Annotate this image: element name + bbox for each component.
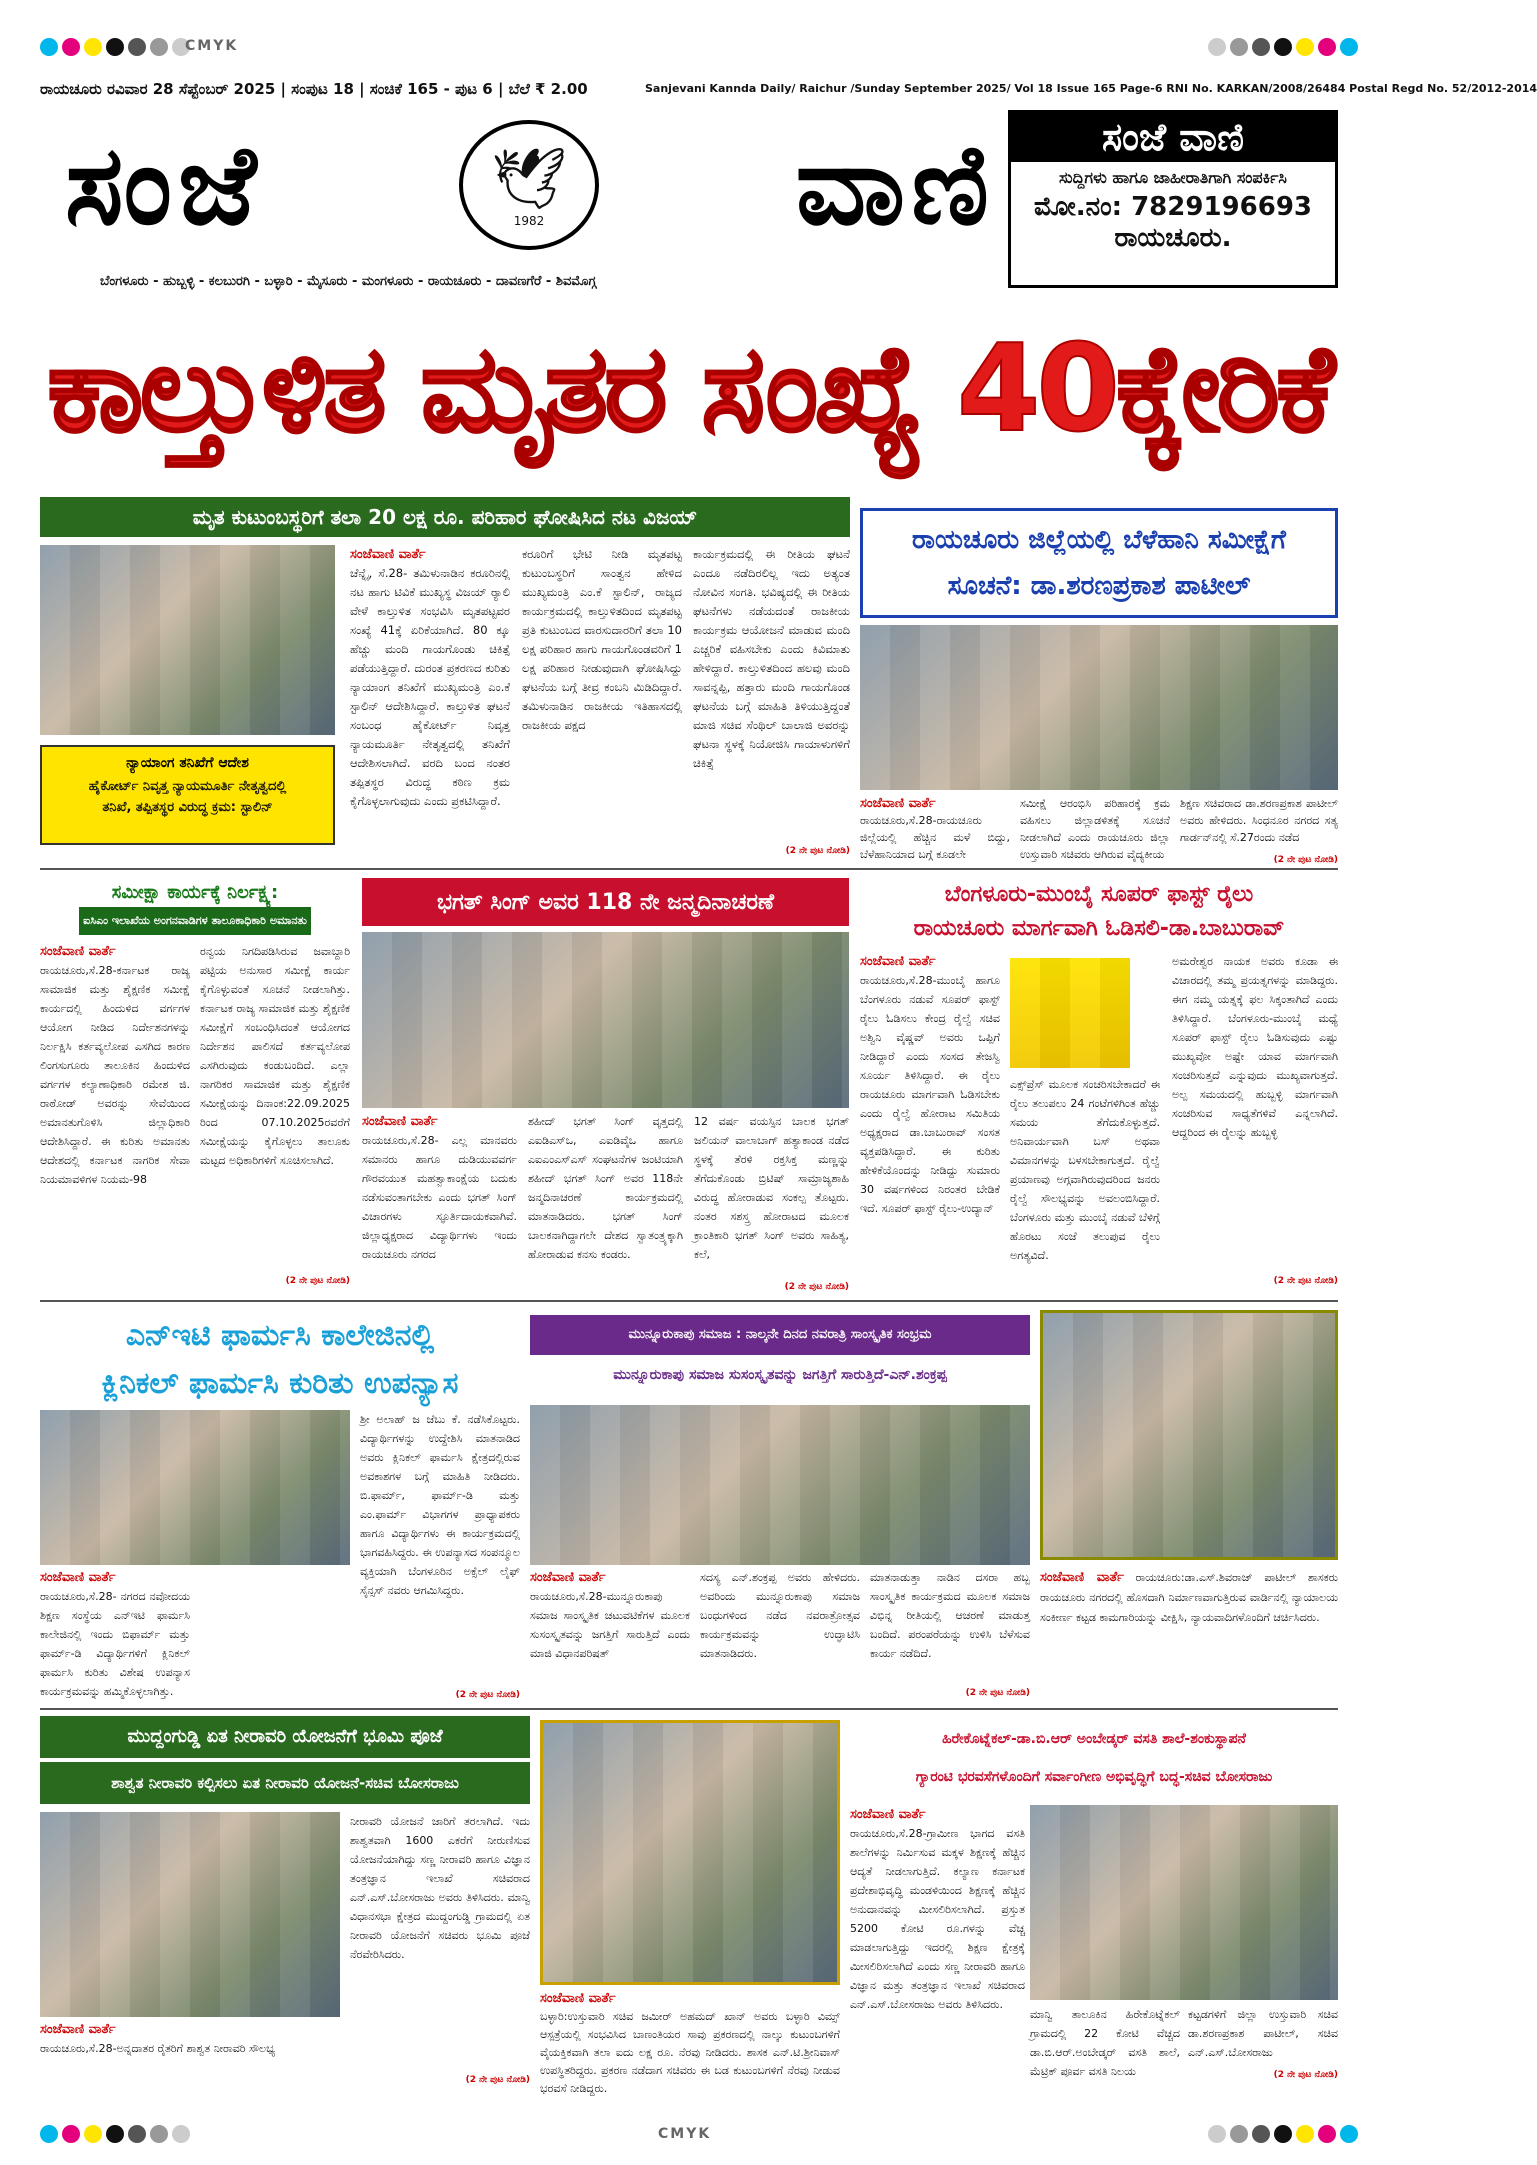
- hostel-continued: (2 ನೇ ಪುಟ ನೋಡಿ): [1273, 2070, 1338, 2080]
- mudgal-title: [40, 1715, 530, 1805]
- lead-inset-box: [40, 745, 335, 845]
- bhagat-col1-text: ರಾಯಚೂರು,ಸೆ.28- ಎಲ್ಲ ಮಾನವರು ಸಮಾನರು ಹಾಗೂ ದುಡಿಯುವವರ್ಗ ಗೌರವಯುತ ಮಹತ್ವಾಕಾಂಕ್ಷೆಯ ಬದುಕು ನಡೆಸುವಂತಾಗಬೇಕು ಎಂದು ಭಗತ್ ಸಿಂಗ್ ವಿಚಾರಗಳು ಸ್ಫೂರ್ತಿದಾಯಕವಾಗಿವೆ. ಜಿಲ್ಲಾಧ್ಯಕ್ಷರಾದ ವಿದ್ಯಾರ್ಥಿಗಳು ಇಂದು ರಾಯಚೂರು ನಗರದ: [362, 1134, 517, 1261]
- nit-continued: (2 ನೇ ಪುಟ ನೋಡಿ): [455, 1690, 520, 1700]
- survey-byline: ಸಂಜೆವಾಣಿ ವಾರ್ತೆ: [40, 944, 116, 959]
- lead-col3-text: ಕಾರ್ಯಕ್ರಮದಲ್ಲಿ ಈ ರೀತಿಯ ಘಟನೆ ಎಂದೂ ನಡೆದಿರಲಿಲ್ಲ ಇದು ಅತ್ಯಂತ ನೋವಿನ ಸಂಗತಿ. ಭವಿಷ್ಯದಲ್ಲಿ ಈ ರೀತಿಯ ಘಟನೆಗಳು ನಡೆಯದಂತೆ ರಾಜಕೀಯ ಕಾರ್ಯಕ್ರಮ ಆಯೋಜನೆ ಮಾಡುವ ಮಂದಿ ಎಚ್ಚರಿಕೆ ವಹಿಸಬೇಕು ಎಂದು ಕಿವಿಮಾತು ಹೇಳಿದ್ದಾರೆ. ಕಾಲ್ತುಳಿತದಿಂದ ಹಲವು ಮಂದಿ ಸಾವನ್ನಪ್ಪಿ, ಹತ್ತಾರು ಮಂದಿ ಗಾಯಗೊಂಡ ಘಟನೆಯ ಬಗ್ಗೆ ಮಾಹಿತಿ ತಿಳಿಯುತ್ತಿದ್ದಂತೆ ಮಾಜಿ ಸಚಿವ ಸೆಂಥಿಲ್ ಬಾಲಾಜಿ ಅವರನ್ನು ಘಟನಾ ಸ್ಥಳಕ್ಕೆ ನಿಯೋಜಿಸಿ ಗಾಯಾಳುಗಳಿಗೆ ಚಿಕಿತ್ಸೆ: [693, 547, 850, 770]
- survey-col1-text: ರಾಯಚೂರು,ಸೆ.28-ಕರ್ನಾಟಕ ರಾಜ್ಯ ಸಾಮಾಜಿಕ ಮತ್ತು ಶೈಕ್ಷಣಿಕ ಸಮೀಕ್ಷೆ ಕಾರ್ಯದಲ್ಲಿ ಹಿಂದುಳಿದ ವರ್ಗಗಳ ಆಯೋಗ ನೀಡಿದ ನಿರ್ದೇಶನಗಳನ್ನು ನಿರ್ಲಕ್ಷಿಸಿ ಕರ್ತವ್ಯಲೋಪ ಎಸಗಿದ ಕಾರಣ ಲಿಂಗಸುಗೂರು ತಾಲೂಕಿನ ಹಿಂದುಳಿದ ವರ್ಗಗಳ ಕಲ್ಯಾಣಾಧಿಕಾರಿ ರಮೇಶ ಜಿ. ರಾಠೋಡ್ ಅವರನ್ನು ಸೇವೆಯಿಂದ ಅಮಾನತುಗೊಳಿಸಿ ಜಿಲ್ಲಾಧಿಕಾರಿ ಆದೇಶಿಸಿದ್ದಾರೆ. ಈ ಕುರಿತು ಅಮಾನತು ಆದೇಶದಲ್ಲಿ ಕರ್ನಾಟಕ ನಾಗರಿಕ ಸೇವಾ ನಿಯಮಾವಳಿಗಳ ನಿಯಮ-98: [40, 964, 190, 1186]
- lead-continued: (2 ನೇ ಪುಟ ನೋಡಿ): [785, 846, 850, 856]
- inset-line1: ಹೈಕೋರ್ಟ್ ನಿವೃತ್ತ ನ್ಯಾಯಮೂರ್ತಿ ನೇತೃತ್ವದಲ್ಲಿ: [88, 779, 287, 794]
- hostel-photo: [1030, 1805, 1338, 2000]
- raichur-title: [860, 508, 1338, 618]
- raichur-col2: [1020, 795, 1170, 865]
- cmyk-label-bottom: CMYK: [658, 2126, 712, 2142]
- hostel-byline: ಸಂಜೆವಾಣಿ ವಾರ್ತೆ: [850, 1807, 926, 1822]
- bhagat-col3: [694, 1112, 849, 1282]
- ad-title: ಸಂಜೆ ವಾಣಿ: [1011, 113, 1335, 162]
- train-col2-text: ಎಕ್ಸ್‌ಪ್ರೆಸ್ ಮೂಲಕ ಸಂಚರಿಸಬೇಕಾದರೆ ಈ ರೈಲು ತಲುಪಲು 24 ಗಂಟೆಗಳಿಗಿಂತ ಹೆಚ್ಚು ಸಮಯ ತೆಗೆದುಕೊಳ್ಳುತ್ತದೆ. ಅನಿವಾರ್ಯವಾಗಿ ಬಸ್ ಅಥವಾ ವಿಮಾನಗಳನ್ನು ಬಳಸಬೇಕಾಗುತ್ತದೆ. ರೈಲ್ವೆ ಪ್ರಯಾಣವು ಅಗ್ಗವಾಗಿರುವುದರಿಂದ ಜನರು ರೈಲ್ವೆ ಸೌಲಭ್ಯವನ್ನು ಅವಲಂಬಿಸಿದ್ದಾರೆ. ಬೆಂಗಳೂರು ಮತ್ತು ಮುಂಬೈ ನಡುವೆ ಬೆಳಿಗ್ಗೆ ಹೊರಟು ಸಂಜೆ ತಲುಪುವ ರೈಲು ಅಗತ್ಯವಿದೆ.: [1010, 1078, 1160, 1262]
- mudgal-col2: [350, 1812, 530, 2072]
- ad-phone: ಮೋ.ನಂ: 7829196693: [1033, 192, 1313, 222]
- bhagat-col2: [528, 1112, 683, 1292]
- inset-title: ನ್ಯಾಯಾಂಗ ತನಿಖೆಗೆ ಆದೇಶ: [126, 755, 249, 771]
- hostel-col3: [1188, 2005, 1338, 2067]
- ad-line: ಸುದ್ದಿಗಳು ಹಾಗೂ ಜಾಹೀರಾತಿಗಾಗಿ ಸಂಪರ್ಕಿಸಿ: [1059, 168, 1287, 187]
- lead-subhead: ಮೃತ ಕುಟುಂಬಸ್ಥರಿಗೆ ತಲಾ 20 ಲಕ್ಷ ರೂ. ಪರಿಹಾರ ಘೋಷಿಸಿದ ನಟ ವಿಜಯ್: [40, 497, 850, 537]
- bhagat-col2-text: ಶಹೀದ್ ಭಗತ್ ಸಿಂಗ್ ವೃತ್ತದಲ್ಲಿ ಎಐಡಿಎಸ್‌ಒ, ಎಐಡಿವೈಒ ಹಾಗೂ ಎಐಎಂಎಸ್‌ಎಸ್ ಸಂಘಟನೆಗಳ ಜಂಟಿಯಾಗಿ ಶಹೀದ್ ಭಗತ್ ಸಿಂಗ್ ಅವರ 118ನೇ ಜನ್ಮದಿನಾಚರಣೆ ಕಾರ್ಯಕ್ರಮದಲ್ಲಿ ಮಾತನಾಡಿದರು. ಭಗತ್ ಸಿಂಗ್ ಬಾಲಕನಾಗಿದ್ದಾಗಲೇ ದೇಶದ ಸ್ವಾತಂತ್ರ್ಯಕ್ಕಾಗಿ ಹೋರಾಡುವ ಕನಸು ಕಂಡರು.: [528, 1115, 683, 1261]
- inset-line2: ತನಿಖೆ, ತಪ್ಪಿತಸ್ಥರ ವಿರುದ್ಧ ಕ್ರಮ: ಸ್ಟಾಲಿನ್: [102, 800, 273, 815]
- mudgal-title-line1: ಮುದ್ದಂಗುಡ್ಡಿ ಏತ ನೀರಾವರಿ ಯೋಜನೆಗೆ ಭೂಮಿ ಪೂಜೆ: [40, 1716, 530, 1758]
- lead-col2-text: ಕರೂರಿಗೆ ಭೇಟಿ ನೀಡಿ ಮೃತಪಟ್ಟ ಕುಟುಂಬಸ್ಥರಿಗೆ ಸಾಂತ್ವನ ಹೇಳಿದ ಮುಖ್ಯಮಂತ್ರಿ ಎಂ.ಕೆ ಸ್ಟಾಲಿನ್, ರಾಜ್ಯದ ಕಾರ್ಯಕ್ರಮದಲ್ಲಿ ಕಾಲ್ತುಳಿತದಿಂದ ಮೃತಪಟ್ಟ ಪ್ರತಿ ಕುಟುಂಬದ ವಾರಸುದಾರರಿಗೆ ತಲಾ 10 ಲಕ್ಷ ಪರಿಹಾರ ಹಾಗು ಗಾಯಗೊಂಡವರಿಗೆ 1 ಲಕ್ಷ ಪರಿಹಾರ ನೀಡುವುದಾಗಿ ಘೋಷಿಸಿದ್ದು ಘಟನೆಯ ಬಗ್ಗೆ ತೀವ್ರ ಕಂಬನಿ ಮಿಡಿದಿದ್ದಾರೆ. ತಮಿಳುನಾಡಿನ ರಾಜಕೀಯ ಇತಿಹಾಸದಲ್ಲಿ ರಾಜಕೀಯ ಪಕ್ಷದ: [522, 547, 682, 732]
- munnur-byline: ಸಂಜೆವಾಣಿ ವಾರ್ತೆ: [530, 1570, 606, 1585]
- survey-subtitle: ಐಸಿಎಂ ಇಲಾಖೆಯ ಅಂಗನವಾಡಿಗಳ ತಾಲೂಕಾಧಿಕಾರಿ ಅಮಾನತು: [79, 907, 311, 935]
- raichur-col2-text: ಸಮೀಕ್ಷೆ ಆರಂಭಿಸಿ ಪರಿಹಾರಕ್ಕೆ ಕ್ರಮ ವಹಿಸಲು ಜಿಲ್ಲಾಡಳಿತಕ್ಕೆ ಸೂಚನೆ ನೀಡಲಾಗಿದೆ ಎಂದು ರಾಯಚೂರು ಜಿಲ್ಲಾ ಉಸ್ತುವಾರಿ ಸಚಿವರು ಆಗಿರುವ ವೈದ್ಯಕೀಯ: [1020, 797, 1170, 861]
- raichur-col1-text: ರಾಯಚೂರು,ಸೆ.28-ರಾಯಚೂರು ಜಿಲ್ಲೆಯಲ್ಲಿ ಹೆಚ್ಚಿನ ಮಳೆ ಬಿದ್ದು, ಬೆಳೆಹಾನಿಯಾದ ಬಗ್ಗೆ ಕೂಡಲೇ: [860, 814, 1010, 861]
- bhagat-byline: ಸಂಜೆವಾಣಿ ವಾರ್ತೆ: [362, 1114, 438, 1129]
- train-col3: [1172, 952, 1338, 1272]
- cmyk-label-top: CMYK: [185, 38, 239, 54]
- nit-col2: [360, 1410, 520, 1690]
- munnur-title: [530, 1310, 1030, 1400]
- registration-marks-top-left: [40, 38, 190, 56]
- mudgal-photo: [40, 1812, 340, 2017]
- train-byline: ಸಂಜೆವಾಣಿ ವಾರ್ತೆ: [860, 954, 936, 969]
- logo-year: 1982: [513, 213, 545, 228]
- masthead: [65, 110, 995, 260]
- munnur-col3-text: ಮಾತನಾಡುತ್ತಾ ನಾಡಿನ ದಸರಾ ಹಬ್ಬ ಸಾಂಸ್ಕೃತಿಕ ಕಾರ್ಯಕ್ರಮದ ಮೂಲಕ ಸಮಾಜ ವಿಭಿನ್ನ ರೀತಿಯಲ್ಲಿ ಆಚರಣೆ ಮಾಡುತ್ತ ಬಂದಿದೆ. ಪರಂಪರೆಯನ್ನು ಉಳಿಸಿ ಬೆಳೆಸುವ ಕಾರ್ಯ ನಡೆದಿದೆ.: [870, 1571, 1030, 1660]
- train-title-line1: ಬೆಂಗಳೂರು-ಮುಂಬೈ ಸೂಪರ್ ಫಾಸ್ಟ್ ರೈಲು: [944, 882, 1254, 907]
- registration-marks-bottom-left: [40, 2125, 190, 2143]
- train-col1-text: ರಾಯಚೂರು,ಸೆ.28-ಮುಂಬೈ ಹಾಗೂ ಬೆಂಗಳೂರು ನಡುವೆ ಸೂಪರ್ ಫಾಸ್ಟ್ ರೈಲು ಓಡಿಸಲು ಕೇಂದ್ರ ರೈಲ್ವೆ ಸಚಿವ ಅಶ್ವಿನಿ ವೈಷ್ಣವ್ ಅವರು ಒಪ್ಪಿಗೆ ನೀಡಿದ್ದಾರೆ ಎಂದು ಸಂಸದ ತೇಜಸ್ವಿ ಸೂರ್ಯ ತಿಳಿಸಿದ್ದಾರೆ. ಈ ರೈಲು ರಾಯಚೂರು ಮಾರ್ಗವಾಗಿ ಓಡಿಸಬೇಕು ಎಂದು ರೈಲ್ವೆ ಹೋರಾಟ ಸಮಿತಿಯ ಅಧ್ಯಕ್ಷರಾದ ಡಾ.ಬಾಬುರಾವ್ ಸಂಸತ ವ್ಯಕ್ತಪಡಿಸಿದ್ದಾರೆ. ಈ ಕುರಿತು ಹೇಳಿಕೆಯೊಂದನ್ನು ನೀಡಿದ್ದು ಸುಮಾರು 30 ವರ್ಷಗಳಿಂದ ನಿರಂತರ ಬೇಡಿಕೆ ಇದೆ. ಸೂಪರ್ ಫಾಸ್ಟ್ ರೈಲು-ಉದ್ಯಾನ್: [860, 974, 1000, 1215]
- lead-col2: [522, 545, 682, 855]
- rule-row1: [40, 868, 1338, 870]
- imprint-line: Sanjevani Kannda Daily/ Raichur /Sunday September 2025/ Vol 18 Issue 165 Page-6 RNI No. KARKAN/2008/26484 Postal Regd No. 52/2012-2014: [645, 82, 1537, 95]
- nit-byline: ಸಂಜೆವಾಣಿ ವಾರ್ತೆ: [40, 1570, 116, 1585]
- registration-marks-top-right: [1208, 38, 1358, 56]
- zameer-byline: ಸಂಜೆವಾಣಿ ವಾರ್ತೆ: [540, 1991, 616, 2006]
- hostel-col1: [850, 1805, 1025, 2011]
- hostel-col1-text: ರಾಯಚೂರು,ಸೆ.28-ಗ್ರಾಮೀಣ ಭಾಗದ ವಸತಿ ಶಾಲೆಗಳನ್ನು ನಿರ್ಮಿಸುವ ಮಕ್ಕಳ ಶಿಕ್ಷಣಕ್ಕೆ ಹೆಚ್ಚಿನ ಆದ್ಯತೆ ನೀಡಲಾಗುತ್ತಿದೆ. ಕಲ್ಯಾಣ ಕರ್ನಾಟಕ ಪ್ರದೇಶಾಭಿವೃದ್ಧಿ ಮಂಡಳಿಯಿಂದ ಶಿಕ್ಷಣಕ್ಕೆ ಹೆಚ್ಚಿನ ಅನುದಾನವನ್ನು ಮೀಸಲಿರಿಸಲಾಗಿದೆ. ಪ್ರಸ್ತುತ 5200 ಕೋಟಿ ರೂ.ಗಳನ್ನು ವೆಚ್ಚ ಮಾಡಲಾಗುತ್ತಿದ್ದು ಇದರಲ್ಲಿ ಶಿಕ್ಷಣ ಕ್ಷೇತ್ರಕ್ಕೆ ಮೀಸಲಿರಿಸಲಾಗಿದೆ ಎಂದು ಸಣ್ಣ ನೀರಾವರಿ ಹಾಗೂ ವಿಜ್ಞಾನ ಮತ್ತು ತಂತ್ರಜ್ಞಾನ ಇಲಾಖೆ ಸಚಿವರಾದ ಎನ್.ಎಸ್.ಬೋಸರಾಜು ಅವರು ತಿಳಿಸಿದರು.: [850, 1827, 1025, 2011]
- munnur-continued: (2 ನೇ ಪುಟ ನೋಡಿ): [965, 1688, 1030, 1698]
- hostel-title-line1: ಹಿರೇಕೊಟ್ನೆಕಲ್-ಡಾ.ಬಿ.ಆರ್ ಅಂಬೇಡ್ಕರ್ ವಸತಿ ಶಾಲೆ-ಶಂಕುಸ್ಥಾಪನೆ: [942, 1730, 1246, 1747]
- masthead-right: ವಾಣಿ: [795, 120, 995, 249]
- train-col1: [860, 952, 1000, 1282]
- hostel-col2: [1030, 2005, 1180, 2085]
- dateline: ರಾಯಚೂರು ರವಿವಾರ 28 ಸೆಪ್ಟೆಂಬರ್ 2025 | ಸಂಪುಟ 18 | ಸಂಚಿಕೆ 165 - ಪುಟ 6 | ಬೆಲೆ ₹ 2.00: [40, 80, 588, 98]
- nit-col1-text: ರಾಯಚೂರು,ಸೆ.28- ನಗರದ ನವೋದಯ ಶಿಕ್ಷಣ ಸಂಸ್ಥೆಯ ಎನ್‌ಇಟಿ ಫಾರ್ಮಸಿ ಕಾಲೇಜಿನಲ್ಲಿ ಇಂದು ಬಿಫಾರ್ಮ್ ಮತ್ತು ಫಾರ್ಮ್-ಡಿ ವಿದ್ಯಾರ್ಥಿಗಳಿಗೆ ಕ್ಲಿನಿಕಲ್ ಫಾರ್ಮಸಿ ಕುರಿತು ವಿಶೇಷ ಉಪನ್ಯಾಸ ಕಾರ್ಯಕ್ರಮವನ್ನು ಹಮ್ಮಿಕೊಳ್ಳಲಾಗಿತ್ತು.: [40, 1590, 190, 1698]
- munnur-col1: [530, 1568, 690, 1698]
- rule-row2: [40, 1300, 1338, 1302]
- nit-title: [40, 1310, 520, 1410]
- survey-col2-text: ರನ್ವಯ ನಿಗದಿಪಡಿಸಿರುವ ಜವಾಬ್ದಾರಿ ಪಟ್ಟಿಯ ಅನುಸಾರ ಸಮೀಕ್ಷೆ ಕಾರ್ಯ ಕೈಗೊಳ್ಳುವಂತೆ ಸೂಚನೆ ನೀಡಲಾಗಿತ್ತು. ಕರ್ನಾಟಕ ರಾಜ್ಯ ಸಾಮಾಜಿಕ ಮತ್ತು ಶೈಕ್ಷಣಿಕ ಸಮೀಕ್ಷೆಗೆ ಸಂಬಂಧಿಸಿದಂತೆ ಆಯೋಗದ ನಿರ್ದೇಶನ ಪಾಲಿಸದೆ ಕರ್ತವ್ಯಲೋಪ ಎಸಗಿರುವುದು ಕಂಡುಬಂದಿದೆ. ಎಲ್ಲಾ ನಾಗರಿಕರ ಸಾಮಾಜಿಕ ಮತ್ತು ಶೈಕ್ಷಣಿಕ ಸಮೀಕ್ಷೆಯನ್ನು ದಿನಾಂಕ:22.09.2025 ರಿಂದ 07.10.2025ರವರೆಗೆ ಸಮೀಕ್ಷೆಯನ್ನು ಕೈಗೊಳ್ಳಲು ತಾಲೂಕು ಮಟ್ಟದ ಅಧಿಕಾರಿಗಳಿಗೆ ಸೂಚಿಸಲಾಗಿದೆ.: [200, 945, 350, 1167]
- lead-headline: ಕಾಲ್ತುಳಿತ ಮೃತರ ಸಂಖ್ಯೆ 40ಕ್ಕೇರಿಕೆ: [47, 320, 1331, 459]
- shivaraj-photo: [1040, 1310, 1338, 1560]
- survey-continued: (2 ನೇ ಪುಟ ನೋಡಿ): [285, 1276, 350, 1286]
- raichur-title-line2: ಸೂಚನೆ: ಡಾ.ಶರಣಪ್ರಕಾಶ ಪಾಟೀಲ್: [947, 571, 1251, 601]
- raichur-byline: ಸಂಜೆವಾಣಿ ವಾರ್ತೆ: [860, 796, 936, 811]
- nit-title-line1: ಎನ್‌ಇಟಿ ಫಾರ್ಮಸಿ ಕಾಲೇಜಿನಲ್ಲಿ: [125, 1318, 435, 1353]
- hostel-title: [850, 1715, 1338, 1800]
- munnur-title-line1: ಮುನ್ನೂರುಕಾಪು ಸಮಾಜ : ನಾಲ್ಕನೇ ದಿನದ ನವರಾತ್ರಿ ಸಾಂಸ್ಕೃತಿಕ ಸಂಭ್ರಮ: [530, 1315, 1030, 1355]
- munnur-title-line2: ಮುನ್ನೂರುಕಾಪು ಸಮಾಜ ಸುಸಂಸ್ಕೃತವನ್ನು ಜಗತ್ತಿಗೆ ಸಾರುತ್ತಿದೆ-ಎನ್.ಶಂಕ್ರಪ್ಪ: [613, 1367, 947, 1383]
- mudgal-title-line2: ಶಾಶ್ವತ ನೀರಾವರಿ ಕಲ್ಪಿಸಲು ಏತ ನೀರಾವರಿ ಯೋಜನೆ-ಸಚಿವ ಬೋಸರಾಜು: [40, 1762, 530, 1804]
- nit-col1: [40, 1568, 190, 1698]
- rule-row3: [40, 1708, 1338, 1710]
- bhagat-photo: [362, 932, 849, 1108]
- lead-col1: [350, 545, 510, 855]
- bhagat-col1: [362, 1112, 517, 1292]
- train-continued: (2 ನೇ ಪುಟ ನೋಡಿ): [1273, 1276, 1338, 1286]
- lead-byline: ಸಂಜೆವಾಣಿ ವಾರ್ತೆ: [350, 547, 426, 562]
- raichur-col3-text: ಶಿಕ್ಷಣ ಸಚಿವರಾದ ಡಾ.ಶರಣಪ್ರಕಾಶ ಪಾಟೀಲ್ ಅವರು ಹೇಳಿದರು. ಸಿಂಧನೂರ ನಗರದ ಸತ್ಯ ಗಾರ್ಡನ್‌ನಲ್ಲಿ ಸೆ.27ರಂದು ನಡೆದ: [1180, 797, 1338, 844]
- train-title: [860, 876, 1338, 948]
- raichur-continued: (2 ನೇ ಪುಟ ನೋಡಿ): [1273, 855, 1338, 865]
- train-col2: [1010, 1075, 1160, 1285]
- munnur-col2: [700, 1568, 860, 1698]
- survey-col1: [40, 942, 190, 1272]
- survey-col2: [200, 942, 350, 1272]
- masthead-left: ಸಂಜೆ: [65, 120, 263, 249]
- shivaraj-body: ರಾಯಚೂರು:ಡಾ.ಎಸ್.ಶಿವರಾಜ್ ಪಾಟೀಲ್ ಶಾಸಕರು ರಾಯಚೂರು ನಗರದಲ್ಲಿ ಹೊಸದಾಗಿ ನಿರ್ಮಾಣವಾಗುತ್ತಿರುವ ವಾರ್ಡಿನಲ್ಲಿ ನ್ಯಾಯಾಲಯ ಸಂಕೀರ್ಣ ಕಟ್ಟಡ ಕಾಮಗಾರಿಯನ್ನು ವೀಕ್ಷಿಸಿ, ನ್ಯಾಯವಾದಿಗಳೊಂದಿಗೆ ಚರ್ಚಿಸಿದರು.: [1040, 1571, 1339, 1624]
- lead-photo: [40, 545, 335, 735]
- raichur-photo: [860, 625, 1338, 790]
- shivaraj-byline: ಸಂಜೆವಾಣಿ ವಾರ್ತೆ: [1040, 1570, 1124, 1585]
- ad-city: ರಾಯಚೂರು.: [1114, 223, 1232, 253]
- lead-col1-text: ಚೆನ್ನೈ, ಸೆ.28- ತಮಿಳುನಾಡಿನ ಕರೂರಿನಲ್ಲಿ ನಟ ಹಾಗು ಟಿವಿಕೆ ಮುಖ್ಯಸ್ಥ ವಿಜಯ್ ರ್‍ಯಾಲಿ ವೇಳೆ ಕಾಲ್ತುಳಿತ ಸಂಭವಿಸಿ ಮೃತಪಟ್ಟವರ ಸಂಖ್ಯೆ 41ಕ್ಕೆ ಏರಿಕೆಯಾಗಿದೆ. 80 ಕ್ಕೂ ಹೆಚ್ಚು ಮಂದಿ ಗಾಯಗೊಂಡು ಚಿಕಿತ್ಸೆ ಪಡೆಯುತ್ತಿದ್ದಾರೆ. ದುರಂತ ಪ್ರಕರಣದ ಕುರಿತು ನ್ಯಾಯಾಂಗ ತನಿಖೆಗೆ ಮುಖ್ಯಮಂತ್ರಿ ಎಂ.ಕೆ ಸ್ಟಾಲಿನ್ ಆದೇಶಿಸಿದ್ದಾರೆ. ಕಾಲ್ತುಳಿತ ಘಟನೆ ಸಂಬಂಧ ಹೈಕೋರ್ಟ್ ನಿವೃತ್ತ ನ್ಯಾಯಮೂರ್ತಿ ನೇತೃತ್ವದಲ್ಲಿ ತನಿಖೆಗೆ ಆದೇಶಿಸಲಾಗಿದೆ. ವರದಿ ಬಂದ ನಂತರ ತಪ್ಪಿತಸ್ಥರ ವಿರುದ್ಧ ಕಠಿಣ ಕ್ರಮ ಕೈಗೊಳ್ಳಲಾಗುವುದು ಎಂದು ಪ್ರಕಟಿಸಿದ್ದಾರೆ.: [350, 566, 510, 808]
- raichur-title-line1: ರಾಯಚೂರು ಜಿಲ್ಲೆಯಲ್ಲಿ ಬೆಳೆಹಾನಿ ಸಮೀಕ್ಷೆಗೆ: [912, 525, 1286, 555]
- hostel-col2-text: ಮಾನ್ವಿ ತಾಲೂಕಿನ ಹಿರೇಕೊಟ್ನೆಕಲ್ ಗ್ರಾಮದಲ್ಲಿ 22 ಕೋಟಿ ವೆಚ್ಚದ ಡಾ.ಬಿ.ಆರ್.ಅಂಬೇಡ್ಕರ್ ವಸತಿ ಶಾಲೆ, ಮೆಟ್ರಿಕ್ ಪೂರ್ವ ವಸತಿ ನಿಲಯ: [1030, 2008, 1180, 2078]
- mudgal-col2-text: ನೀರಾವರಿ ಯೋಜನೆ ಜಾರಿಗೆ ತರಲಾಗಿದೆ. ಇದು ಶಾಶ್ವತವಾಗಿ 1600 ಎಕರೆಗೆ ನೀರುಣಿಸುವ ಯೋಜನೆಯಾಗಿದ್ದು ಸಣ್ಣ ನೀರಾವರಿ ಹಾಗೂ ವಿಜ್ಞಾನ ತಂತ್ರಜ್ಞಾನ ಇಲಾಖೆ ಸಚಿವರಾದ ಎನ್.ಎಸ್.ಬೋಸರಾಜು ಅವರು ತಿಳಿಸಿದರು. ಮಾನ್ವಿ ವಿಧಾನಸಭಾ ಕ್ಷೇತ್ರದ ಮುದ್ದಂಗುಡ್ಡಿ ಗ್ರಾಮದಲ್ಲಿ ಏತ ನೀರಾವರಿ ಯೋಜನೆಗೆ ಸಚಿವರು ಭೂಮಿ ಪೂಜೆ ನೆರವೇರಿಸಿದರು.: [350, 1815, 530, 1961]
- registration-marks-bottom-right: [1208, 2125, 1358, 2143]
- survey-title-main: ಸಮೀಕ್ಷಾ ಕಾರ್ಯಕ್ಕೆ ನಿರ್ಲಕ್ಷ್ಯ:: [111, 882, 279, 903]
- mudgal-byline: ಸಂಜೆವಾಣಿ ವಾರ್ತೆ: [40, 2022, 116, 2037]
- survey-title: [40, 876, 350, 938]
- munnur-photo: [530, 1405, 1030, 1565]
- lead-col3: [693, 545, 850, 845]
- mudgal-continued: (2 ನೇ ಪುಟ ನೋಡಿ): [465, 2075, 530, 2085]
- mudgal-col1-text: ರಾಯಚೂರು,ಸೆ.28-ಅನ್ನದಾತರ ರೈತರಿಗೆ ಶಾಶ್ವತ ನೀರಾವರಿ ಸೌಲಭ್ಯ: [40, 2042, 276, 2055]
- mudgal-col1: [40, 2020, 340, 2080]
- dove-logo-icon: 🕊 1982: [459, 120, 599, 250]
- train-photo: [1010, 958, 1130, 1068]
- train-title-line2: ರಾಯಚೂರು ಮಾರ್ಗವಾಗಿ ಓಡಿಸಲಿ-ಡಾ.ಬಾಬುರಾವ್: [913, 916, 1285, 941]
- hostel-title-line2: ಗ್ಯಾರಂಟಿ ಭರವಸೆಗಳೊಂದಿಗೆ ಸರ್ವಾಂಗೀಣ ಅಭಿವೃದ್ಧಿಗೆ ಬದ್ಧ-ಸಚಿವ ಬೋಸರಾಜು: [915, 1768, 1273, 1785]
- train-col3-text: ಅಮರೇಶ್ವರ ನಾಯಕ ಅವರು ಕೂಡಾ ಈ ವಿಚಾರದಲ್ಲಿ ತಮ್ಮ ಪ್ರಯತ್ನಗಳನ್ನು ಮಾಡಿದ್ದರು. ಈಗ ನಮ್ಮ ಯತ್ನಕ್ಕೆ ಫಲ ಸಿಕ್ಕಂತಾಗಿದೆ ಎಂದು ತಿಳಿಸಿದ್ದಾರೆ. ಬೆಂಗಳೂರು-ಮುಂಬೈ ಮಧ್ಯೆ ಸೂಪರ್ ಫಾಸ್ಟ್ ರೈಲು ಓಡಿಸುವುದು ಎಷ್ಟು ಮುಖ್ಯವೋ ಅಷ್ಟೇ ಯಾವ ಮಾರ್ಗವಾಗಿ ಸಂಚರಿಸುತ್ತದೆ ಎನ್ನುವುದು ಮುಖ್ಯವಾಗುತ್ತದೆ. ಅಲ್ಪ ಸಮಯದಲ್ಲಿ ಹುಬ್ಬಳ್ಳಿ ಮಾರ್ಗವಾಗಿ ಸಂಚರಿಸುವ ಸಾಧ್ಯತೆಗಳಿವೆ ಎನ್ನಲಾಗಿದೆ. ಆದ್ದರಿಂದ ಈ ರೈಲನ್ನು ಹುಬ್ಬಳ್ಳಿ: [1172, 955, 1338, 1139]
- munnur-col2-text: ಸದಸ್ಯ ಎನ್.ಶಂಕ್ರಪ್ಪ ಅವರು ಹೇಳಿದರು. ಅವರಿಂದು ಮುನ್ನೂರುಕಾಪು ಸಮಾಜ ಬಂಧುಗಳಿಂದ ನಡೆದ ನವರಾತ್ರೋತ್ಸವ ಕಾರ್ಯಕ್ರಮವನ್ನು ಉದ್ಘಾಟಿಸಿ ಮಾತನಾಡಿದರು.: [700, 1571, 860, 1660]
- shivaraj-text: [1040, 1568, 1338, 1698]
- nit-photo: [40, 1410, 350, 1565]
- munnur-col3: [870, 1568, 1030, 1688]
- raichur-col3: [1180, 795, 1338, 855]
- zameer-text: [540, 1990, 840, 2095]
- edition-cities: ಬೆಂಗಳೂರು - ಹುಬ್ಬಳ್ಳಿ - ಕಲಬುರಗಿ - ಬಳ್ಳಾರಿ - ಮೈಸೂರು - ಮಂಗಳೂರು - ರಾಯಚೂರು - ದಾವಣಗೆರೆ - ಶಿವಮೊಗ್ಗ: [100, 274, 597, 289]
- bhagat-col3-text: 12 ವರ್ಷ ವಯಸ್ಸಿನ ಬಾಲಕ ಭಗತ್ ಜಲಿಯನ್ ವಾಲಾಬಾಗ್ ಹತ್ಯಾಕಾಂಡ ನಡೆದ ಸ್ಥಳಕ್ಕೆ ತೆರಳಿ ರಕ್ತಸಿಕ್ತ ಮಣ್ಣನ್ನು ತೆಗೆದುಕೊಂಡು ಬ್ರಿಟಿಷ್ ಸಾಮ್ರಾಜ್ಯಶಾಹಿ ವಿರುದ್ಧ ಹೋರಾಡುವ ಸಂಕಲ್ಪ ತೊಟ್ಟರು. ನಂತರ ಸಶಸ್ತ್ರ ಹೋರಾಟದ ಮೂಲಕ ಕ್ರಾಂತಿಕಾರಿ ಭಗತ್ ಸಿಂಗ್ ಅವರು ಸಾಹಿತ್ಯ, ಕಲೆ,: [694, 1115, 849, 1261]
- bhagat-title: ಭಗತ್ ಸಿಂಗ್ ಅವರ 118 ನೇ ಜನ್ಮದಿನಾಚರಣೆ: [362, 878, 849, 926]
- zameer-photo: [540, 1720, 840, 1985]
- zameer-body: ಬಳ್ಳಾರಿ:ಉಸ್ತುವಾರಿ ಸಚಿವ ಜಮೀರ್ ಅಹಮದ್ ಖಾನ್ ಅವರು ಬಳ್ಳಾರಿ ವಿಮ್ಸ್ ಆಸ್ಪತ್ರೆಯಲ್ಲಿ ಸಂಭವಿಸಿದ ಬಾಣಂತಿಯರ ಸಾವು ಪ್ರಕರಣದಲ್ಲಿ ನಾಲ್ಕು ಕುಟುಂಬಗಳಿಗೆ ವೈಯಕ್ತಿಕವಾಗಿ ತಲಾ ಐದು ಲಕ್ಷ ರೂ. ನೆರವು ನೀಡಿದರು. ಶಾಸಕ ಎನ್.ಟಿ.ಶ್ರೀನಿವಾಸ್ ಉಪಸ್ಥಿತರಿದ್ದರು. ಪ್ರಕರಣ ನಡೆದಾಗ ಸಚಿವರು ಈ ಬಡ ಕುಟುಂಬಗಳಿಗೆ ನೆರವು ನೀಡುವ ಭರವಸೆ ನೀಡಿದ್ದರು.: [540, 2010, 840, 2095]
- munnur-col1-text: ರಾಯಚೂರು,ಸೆ.28-ಮುನ್ನೂರುಕಾಪು ಸಮಾಜ ಸಾಂಸ್ಕೃತಿಕ ಚಟುವಟಿಕೆಗಳ ಮೂಲಕ ಸುಸಂಸ್ಕೃತವನ್ನು ಜಗತ್ತಿಗೆ ಸಾರುತ್ತಿದೆ ಎಂದು ಮಾಜಿ ವಿಧಾನಪರಿಷತ್: [530, 1590, 690, 1660]
- nit-title-line2: ಕ್ಲಿನಿಕಲ್ ಫಾರ್ಮಸಿ ಕುರಿತು ಉಪನ್ಯಾಸ: [101, 1366, 459, 1401]
- bhagat-continued: (2 ನೇ ಪುಟ ನೋಡಿ): [784, 1282, 849, 1292]
- nit-col2-text: ಶ್ರೀ ಅಲಾಹ್ ಜ ಜೆಬು ಕೆ. ನಡೆಸಿಕೊಟ್ಟರು. ವಿದ್ಯಾರ್ಥಿಗಳನ್ನು ಉದ್ದೇಶಿಸಿ ಮಾತನಾಡಿದ ಅವರು ಕ್ಲಿನಿಕಲ್ ಫಾರ್ಮಸಿ ಕ್ಷೇತ್ರದಲ್ಲಿರುವ ಅವಕಾಶಗಳ ಬಗ್ಗೆ ಮಾಹಿತಿ ನೀಡಿದರು. ಬಿ.ಫಾರ್ಮ್, ಫಾರ್ಮ್-ಡಿ ಮತ್ತು ಎಂ.ಫಾರ್ಮ್ ವಿಭಾಗಗಳ ಪ್ರಾಧ್ಯಾಪಕರು ಹಾಗೂ ವಿದ್ಯಾರ್ಥಿಗಳು ಈ ಕಾರ್ಯಕ್ರಮದಲ್ಲಿ ಭಾಗವಹಿಸಿದ್ದರು. ಈ ಉಪನ್ಯಾಸದ ಸಂಪನ್ಮೂಲ ವ್ಯಕ್ತಿಯಾಗಿ ಬೆಂಗಳೂರಿನ ಅಕ್ಸೆಲ್ ಲೈಫ್ ಸೈನ್ಸಸ್ ನವರು ಆಗಮಿಸಿದ್ದರು.: [360, 1413, 520, 1597]
- hostel-col3-text: ಕಟ್ಟಡಗಳಿಗೆ ಜಿಲ್ಲಾ ಉಸ್ತುವಾರಿ ಸಚಿವ ಡಾ.ಶರಣಪ್ರಕಾಶ ಪಾಟೀಲ್, ಸಚಿವ ಎನ್.ಎಸ್.ಬೋಸರಾಜು: [1188, 2008, 1338, 2059]
- raichur-col1: [860, 795, 1010, 865]
- contact-ad-box: [1008, 110, 1338, 288]
